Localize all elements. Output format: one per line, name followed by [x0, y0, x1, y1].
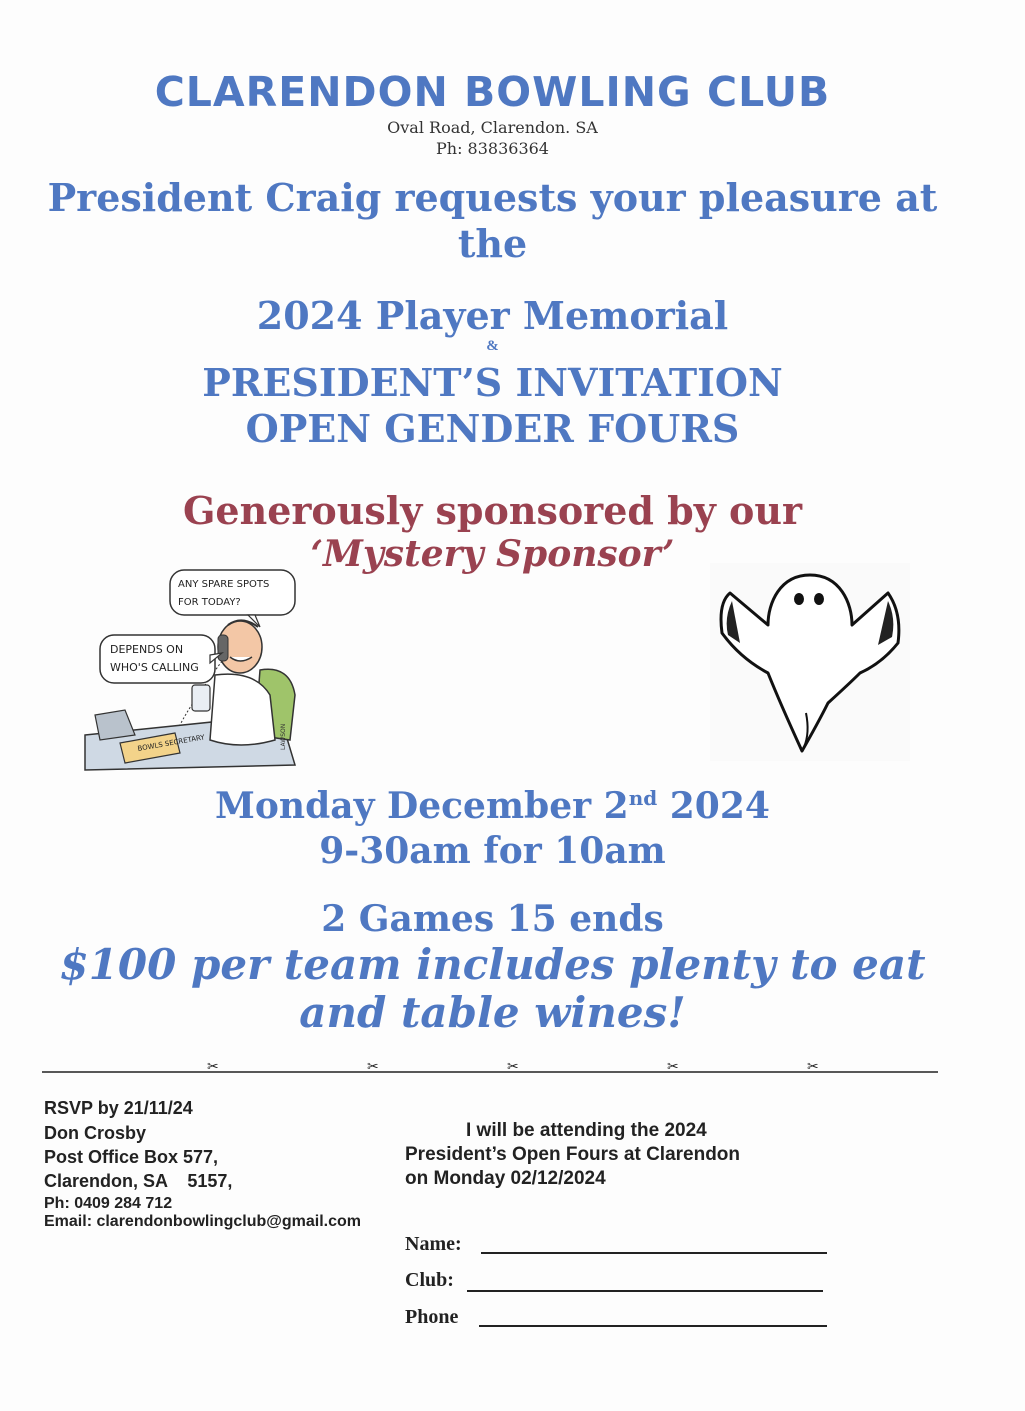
- cut-line: [42, 1057, 938, 1077]
- event-date: Monday December 2nd 2024: [215, 785, 770, 827]
- svg-text:✂: ✂: [367, 1059, 379, 1075]
- svg-text:WHO'S CALLING: WHO'S CALLING: [110, 661, 199, 674]
- svg-text:FOR TODAY?: FOR TODAY?: [178, 597, 241, 608]
- sign-text: BOWLS SECRETARY: [136, 733, 206, 753]
- memorial-title: 2024 Player Memorial: [256, 293, 729, 338]
- phone-label: Phone: [405, 1306, 459, 1328]
- svg-text:ANY SPARE SPOTS: ANY SPARE SPOTS: [178, 579, 270, 590]
- name-field[interactable]: [481, 1252, 827, 1254]
- price-line-2: and table wines!: [299, 988, 686, 1037]
- club-field[interactable]: [467, 1290, 823, 1292]
- phone-field[interactable]: [479, 1325, 827, 1327]
- event-time: 9-30am for 10am: [319, 830, 666, 872]
- attendance-line-1: I will be attending the 2024: [466, 1120, 707, 1141]
- attendance-line-3: on Monday 02/12/2024: [405, 1168, 606, 1189]
- invitation-line: President Craig requests your pleasure at the: [47, 175, 938, 266]
- rsvp-email: Email: clarendonbowlingclub@gmail.com: [44, 1213, 361, 1230]
- mystery-sponsor: ‘Mystery Sponsor’: [310, 533, 675, 575]
- club-name-title: CLARENDON BOWLING CLUB: [154, 68, 831, 116]
- artist-signature: LAWSON: [280, 723, 287, 750]
- club-label: Club:: [405, 1269, 454, 1291]
- sponsor-line: Generously sponsored by our: [182, 488, 803, 533]
- presidents-invitation-title: PRESIDENT’S INVITATION: [202, 360, 783, 405]
- rsvp-town: Clarendon, SA 5157,: [44, 1171, 233, 1191]
- cartoon-illustration: [80, 565, 305, 775]
- rsvp-date: RSVP by 21/11/24: [44, 1098, 193, 1118]
- rsvp-po-box: Post Office Box 577,: [44, 1147, 219, 1167]
- rsvp-phone: Ph: 0409 284 712: [44, 1195, 173, 1212]
- games-info: 2 Games 15 ends: [321, 898, 664, 940]
- svg-text:✂: ✂: [507, 1059, 519, 1075]
- svg-text:✂: ✂: [807, 1059, 819, 1075]
- svg-text:DEPENDS ON: DEPENDS ON: [110, 643, 184, 656]
- club-phone: Ph: 83836364: [436, 139, 549, 158]
- svg-text:✂: ✂: [667, 1059, 679, 1075]
- attendance-line-2: President’s Open Fours at Clarendon: [405, 1144, 741, 1165]
- svg-text:✂: ✂: [207, 1059, 219, 1075]
- ampersand: &: [486, 338, 499, 354]
- club-address: Oval Road, Clarendon. SA: [387, 118, 598, 137]
- ghost-illustration: [710, 563, 910, 761]
- name-label: Name:: [405, 1233, 462, 1255]
- open-gender-fours-title: OPEN GENDER FOURS: [245, 406, 740, 451]
- rsvp-contact-name: Don Crosby: [44, 1123, 147, 1143]
- price-line-1: $100 per team includes plenty to eat: [59, 940, 926, 989]
